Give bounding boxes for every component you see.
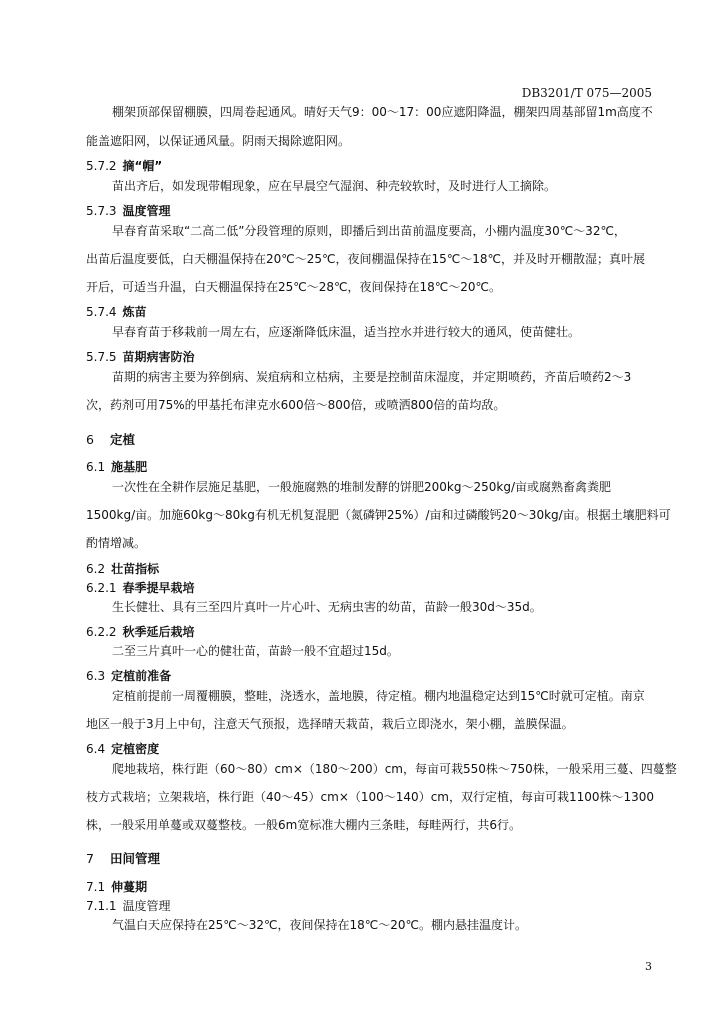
paragraph-line: 二至三片真叶一心的健壮苗，苗龄一般不宜超过15d。: [112, 644, 399, 658]
section-number: 5.7.2: [86, 159, 117, 173]
paragraph-line: 能盖遮阳网，以保证通风量。阴雨天揭除遮阳网。: [86, 134, 351, 148]
section-title: 春季提早栽培: [122, 581, 195, 595]
section-number: 7.1.1: [86, 899, 117, 913]
paragraph-line: 开后，可适当升温，白天棚温保持在25℃～28℃，夜间保持在18℃～20℃。: [86, 280, 501, 294]
section-number: 6.1: [86, 460, 106, 474]
section-heading-5-7-4: [86, 304, 676, 320]
chapter-number: 7: [86, 851, 94, 866]
section-heading-5-7-5: [86, 349, 676, 365]
page-number: 3: [645, 960, 652, 973]
paragraph-line: 枝方式栽培；立架栽培，株行距（40～45）cm×（100～140）cm，双行定植，每亩可栽1100株～1300: [86, 790, 655, 804]
section-title: 苗期病害防治: [122, 350, 195, 364]
section-title: 炼苗: [122, 305, 147, 319]
section-heading-6-2-1: [86, 580, 676, 596]
section-title: 伸蔓期: [111, 880, 148, 894]
section-number: 6.3: [86, 669, 106, 683]
section-title: 摘“帽”: [122, 159, 163, 173]
section-heading-5-7-2: [86, 158, 676, 174]
chapter-number: 6: [86, 432, 94, 447]
paragraph-line: 一次性在全耕作层施足基肥，一般施腐熟的堆制发酵的饼肥200kg～250kg/亩或腐熟畜禽粪肥: [112, 480, 611, 494]
section-title: 施基肥: [111, 460, 148, 474]
section-heading-7-1: [86, 879, 676, 895]
paragraph-line: 地区一般于3月上中旬，注意天气预报，选择晴天栽苗，栽后立即浇水，架小棚，盖膜保温。: [86, 717, 574, 731]
paragraph-line: 早春育苗采取“二高二低”分段管理的原则，即播后到出苗前温度要高，小棚内温度30℃～32℃，: [112, 224, 626, 238]
chapter-title: 定植: [109, 432, 135, 447]
section-heading-5-7-3: [86, 203, 676, 219]
section-heading-6-3: [86, 668, 676, 684]
section-number: 6.2: [86, 562, 106, 576]
paragraph-line: 定植前提前一周覆棚膜，整畦，浇透水，盖地膜，待定植。棚内地温稳定达到15℃时就可定植。南京: [112, 689, 645, 703]
chapter-heading-6: [86, 432, 676, 448]
section-number: 5.7.5: [86, 350, 117, 364]
paragraph-line: 棚架顶部保留棚膜，四周卷起通风。晴好天气9：00～17：00应遮阳降温，棚架四周基部留1m高度不: [112, 105, 653, 119]
section-number: 6.4: [86, 742, 106, 756]
section-heading-6-1: [86, 459, 676, 475]
standard-code: DB3201/T 075—2005: [521, 86, 652, 100]
section-title: 秋季延后栽培: [122, 625, 195, 639]
section-heading-6-2-2: [86, 624, 676, 640]
paragraph-line: 株，一般采用单蔓或双蔓整枝。一般6m宽标准大棚内三条畦，每畦两行，共6行。: [86, 818, 521, 832]
paragraph-line: 苗期的病害主要为猝倒病、炭疽病和立枯病，主要是控制苗床湿度，并定期喷药，齐苗后喷药2～3: [112, 370, 632, 384]
paragraph-line: 次，药剂可用75%的甲基托布津克水600倍～800倍，或喷洒800倍的苗均敌。: [86, 398, 506, 412]
section-number: 6.2.1: [86, 581, 117, 595]
chapter-title: 田间管理: [109, 851, 160, 866]
section-heading-6-4: [86, 741, 676, 757]
chapter-heading-7: [86, 851, 676, 867]
paragraph-line: 出苗后温度要低，白天棚温保持在20℃～25℃，夜间棚温保持在15℃～18℃，并及时开棚散湿；真叶展: [86, 252, 645, 266]
section-number: 5.7.3: [86, 204, 117, 218]
paragraph-line: 1500kg/亩。加施60kg～80kg有机无机复混肥（氮磷钾25%）/亩和过磷酸钙20～30kg/亩。根据土壤肥料可: [86, 508, 671, 522]
section-heading-7-1-1: [86, 898, 676, 914]
paragraph-line: 爬地栽培，株行距（60～80）cm×（180～200）cm，每亩可栽550株～750株，一般采用三蔓、四蔓整: [112, 762, 677, 776]
section-title: 壮苗指标: [111, 562, 160, 576]
paragraph-line: 苗出齐后，如发现带帽现象，应在早晨空气湿润、种壳较软时，及时进行人工摘除。: [112, 179, 557, 193]
section-title: 温度管理: [122, 204, 171, 218]
section-number: 5.7.4: [86, 305, 117, 319]
section-title: 定植密度: [111, 742, 160, 756]
paragraph-line: 气温白天应保持在25℃～32℃，夜间保持在18℃～20℃。棚内悬挂温度计。: [112, 918, 527, 932]
paragraph-line: 酌情增减。: [86, 536, 147, 550]
paragraph-line: 早春育苗于移栽前一周左右，应逐渐降低床温，适当控水并进行较大的通风，使苗健壮。: [112, 325, 581, 339]
section-title: 定植前准备: [111, 669, 172, 683]
section-number: 7.1: [86, 880, 106, 894]
section-heading-6-2: [86, 561, 676, 577]
section-number: 6.2.2: [86, 625, 117, 639]
paragraph-line: 生长健壮、具有三至四片真叶一片心叶、无病虫害的幼苗，苗龄一般30d～35d。: [112, 600, 542, 614]
section-title: 温度管理: [122, 899, 171, 913]
